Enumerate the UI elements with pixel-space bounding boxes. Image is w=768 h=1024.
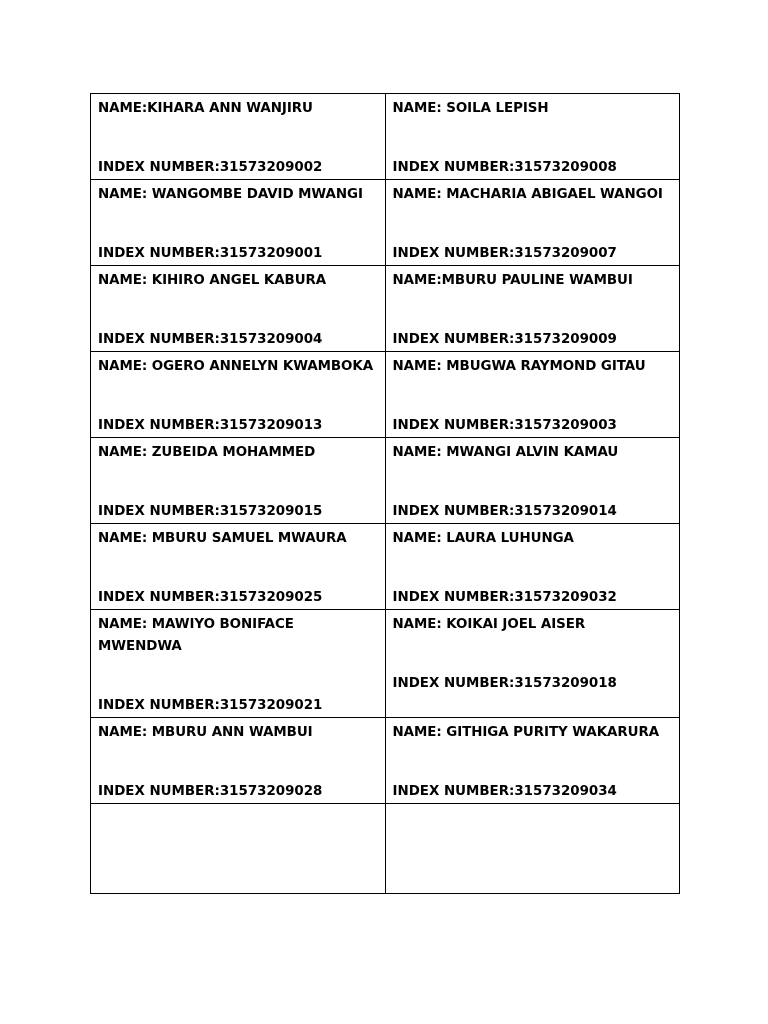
index-number: INDEX NUMBER:31573209014 [392, 504, 617, 519]
student-cell [385, 718, 680, 804]
student-name: NAME: MWANGI ALVIN KAMAU [392, 445, 619, 460]
table-row [91, 524, 680, 610]
index-number: INDEX NUMBER:31573209003 [392, 418, 617, 433]
index-number: INDEX NUMBER:31573209025 [98, 590, 323, 605]
student-name: NAME: KOIKAI JOEL AISER [392, 617, 586, 632]
index-number: INDEX NUMBER:31573209028 [98, 784, 323, 799]
student-cell [385, 610, 680, 718]
index-number: INDEX NUMBER:31573209004 [98, 332, 323, 347]
student-cell [91, 180, 386, 266]
student-cell [91, 94, 386, 180]
student-cell [385, 524, 680, 610]
index-number: INDEX NUMBER:31573209015 [98, 504, 323, 519]
student-name: NAME: LAURA LUHUNGA [392, 531, 574, 546]
index-number: INDEX NUMBER:31573209018 [392, 676, 617, 691]
student-name: NAME: ZUBEIDA MOHAMMED [98, 445, 316, 460]
index-number: INDEX NUMBER:31573209007 [392, 246, 617, 261]
student-name: NAME: MBURU SAMUEL MWAURA [98, 531, 347, 546]
student-name: NAME:KIHARA ANN WANJIRU [98, 101, 313, 116]
table-row [91, 438, 680, 524]
empty-table-row [91, 804, 680, 894]
index-number: INDEX NUMBER:31573209008 [392, 160, 617, 175]
student-cell [385, 266, 680, 352]
student-cell [385, 352, 680, 438]
table-row [91, 266, 680, 352]
student-name: NAME: SOILA LEPISH [392, 101, 549, 116]
student-cell [91, 718, 386, 804]
student-cell [91, 610, 386, 718]
table-row [91, 180, 680, 266]
student-cell [91, 352, 386, 438]
index-number: INDEX NUMBER:31573209034 [392, 784, 617, 799]
empty-cell [91, 804, 386, 894]
index-number: INDEX NUMBER:31573209021 [98, 698, 323, 713]
index-number: INDEX NUMBER:31573209013 [98, 418, 323, 433]
student-roster-table [90, 93, 680, 894]
table-row [91, 94, 680, 180]
index-number: INDEX NUMBER:31573209001 [98, 246, 323, 261]
table-row [91, 352, 680, 438]
table-row [91, 718, 680, 804]
student-name: NAME: GITHIGA PURITY WAKARURA [392, 725, 660, 740]
student-cell [385, 180, 680, 266]
student-name: NAME: MBURU ANN WAMBUI [98, 725, 313, 740]
student-cell [385, 438, 680, 524]
student-name: NAME: WANGOMBE DAVID MWANGI [98, 187, 363, 202]
student-name: NAME: MACHARIA ABIGAEL WANGOI [392, 187, 663, 202]
table-row [91, 610, 680, 718]
student-name: NAME: KIHIRO ANGEL KABURA [98, 273, 327, 288]
student-name: NAME: OGERO ANNELYN KWAMBOKA [98, 359, 374, 374]
student-cell [91, 438, 386, 524]
student-cell [91, 524, 386, 610]
student-name: NAME: MBUGWA RAYMOND GITAU [392, 359, 646, 374]
index-number: INDEX NUMBER:31573209002 [98, 160, 323, 175]
student-cell [91, 266, 386, 352]
index-number: INDEX NUMBER:31573209032 [392, 590, 617, 605]
student-cell [385, 94, 680, 180]
student-name: NAME: MAWIYO BONIFACE MWENDWA [98, 617, 294, 654]
empty-cell [385, 804, 680, 894]
index-number: INDEX NUMBER:31573209009 [392, 332, 617, 347]
student-name: NAME:MBURU PAULINE WAMBUI [392, 273, 633, 288]
